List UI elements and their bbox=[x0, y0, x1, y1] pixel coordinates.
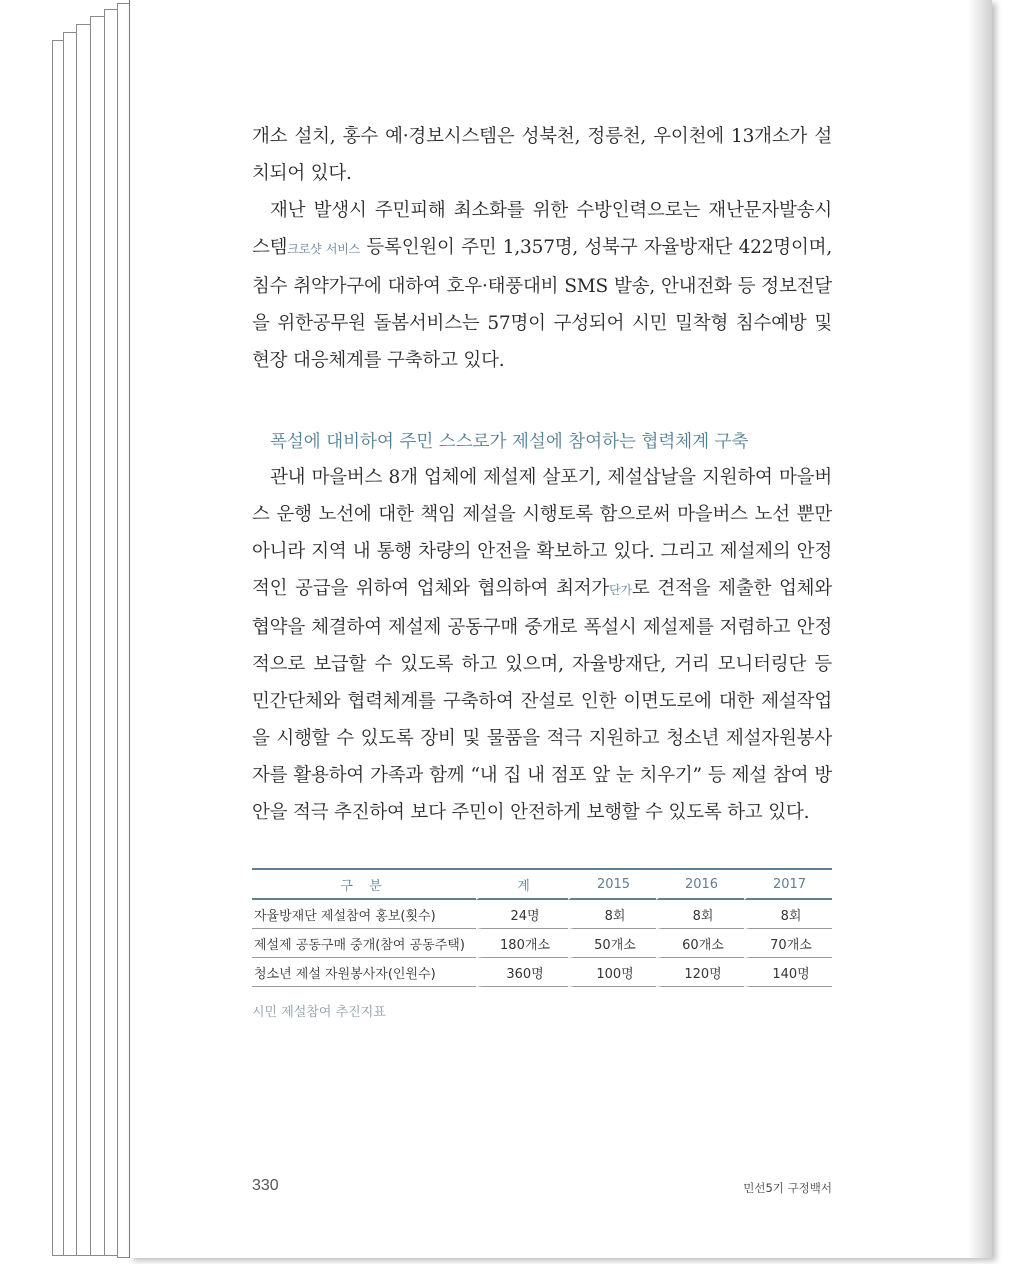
row-label: 제설제 공동구매 중개(참여 공동주택) bbox=[252, 929, 476, 958]
cell-2016: 60개소 bbox=[656, 929, 744, 958]
paragraph-flood-staff bbox=[252, 192, 832, 379]
section-heading: 폭설에 대비하여 주민 스스로가 제설에 참여하는 협력체계 구축 bbox=[270, 432, 749, 452]
paragraph-text: 로 견적을 제출한 업체와 협약을 체결하여 제설제 공동구매 중개로 폭설시 제설제를 저렴하고 안정적으로 보급할 수 있도록 하고 있으며, 자율방재단, 거리 모니터링단 등 민간단체와 협력체계를 구축하여 잔설로 인한 이면도로에 대한 제설작업을 시행할 수 있도록 장비 및 물품을 적극 지원하고 청소년 제설자원봉사자를 활용하여 가족과 함께 “내 집 내 점포 앞 눈 치우기” 등 제설 참여 방안을 적극 추진하여 보다 주민이 안전하게 보행할 수 있도록 하고 있다. bbox=[252, 578, 833, 823]
paragraph-snow-cooperation bbox=[252, 459, 832, 831]
paragraph-text: 관내 마을버스 8개 업체에 제설제 살포기, 제설삽날을 지원하여 마을버스 운행 노선에 대한 책임 제설을 시행토록 함으로써 마을버스 노선 뿐만 아니라 지역 내 통행 차량의 안전을 확보하고 있다. 그리고 제설제의 안정적인 공급을 위하여 업체와 협의하여 최저가 bbox=[252, 467, 832, 599]
cell-total: 360명 bbox=[476, 958, 568, 987]
cell-2015: 100명 bbox=[568, 958, 656, 987]
header-category: 구 분 bbox=[252, 870, 476, 900]
page-number: 330 bbox=[252, 1177, 279, 1194]
cell-2015: 50개소 bbox=[568, 929, 656, 958]
document-page bbox=[129, 0, 992, 1258]
gloss-note: 크로샷 서비스 bbox=[287, 242, 360, 256]
page-content bbox=[252, 118, 832, 1020]
cell-2016: 8회 bbox=[656, 900, 744, 929]
running-title: 민선5기 구정백서 bbox=[743, 1181, 832, 1195]
page-fold-shadow bbox=[968, 0, 992, 1258]
cell-2017: 8회 bbox=[744, 900, 832, 929]
row-label: 청소년 제설 자원봉사자(인원수) bbox=[252, 958, 476, 987]
header-total: 계 bbox=[476, 870, 568, 900]
cell-2017: 140명 bbox=[744, 958, 832, 987]
paragraph-flood-alert: 개소 설치, 홍수 예·경보시스템은 성북천, 정릉천, 우이천에 13개소가 설치되어 있다. bbox=[252, 126, 832, 184]
gloss-note: 단가 bbox=[609, 583, 632, 597]
table-row bbox=[252, 900, 832, 929]
header-2017: 2017 bbox=[744, 870, 832, 900]
table-header-row bbox=[252, 870, 832, 900]
table-caption: 시민 제설참여 추진지표 bbox=[252, 1005, 386, 1020]
cell-total: 180개소 bbox=[476, 929, 568, 958]
table-row bbox=[252, 958, 832, 987]
header-2016: 2016 bbox=[656, 870, 744, 900]
cell-2015: 8회 bbox=[568, 900, 656, 929]
cell-2017: 70개소 bbox=[744, 929, 832, 958]
paragraph-text: 등록인원이 주민 1,357명, 성북구 자율방재단 422명이며, 침수 취약가구에 대하여 호우·태풍대비 SMS 발송, 안내전화 등 정보전달을 위한공무원 돌봄서비스는 57명이 구성되어 시민 밀착형 침수예방 및 현장 대응체계를 구축하고 있다. bbox=[252, 237, 832, 371]
paragraph-text: 재난 발생시 주민피해 최소화를 위한 수방인력으로는 재난문자발송시스템 bbox=[252, 200, 832, 258]
header-2015: 2015 bbox=[568, 870, 656, 900]
cell-total: 24명 bbox=[476, 900, 568, 929]
table-row bbox=[252, 929, 832, 958]
row-label: 자율방재단 제설참여 홍보(횟수) bbox=[252, 900, 476, 929]
cell-2016: 120명 bbox=[656, 958, 744, 987]
snow-participation-table bbox=[252, 868, 832, 987]
